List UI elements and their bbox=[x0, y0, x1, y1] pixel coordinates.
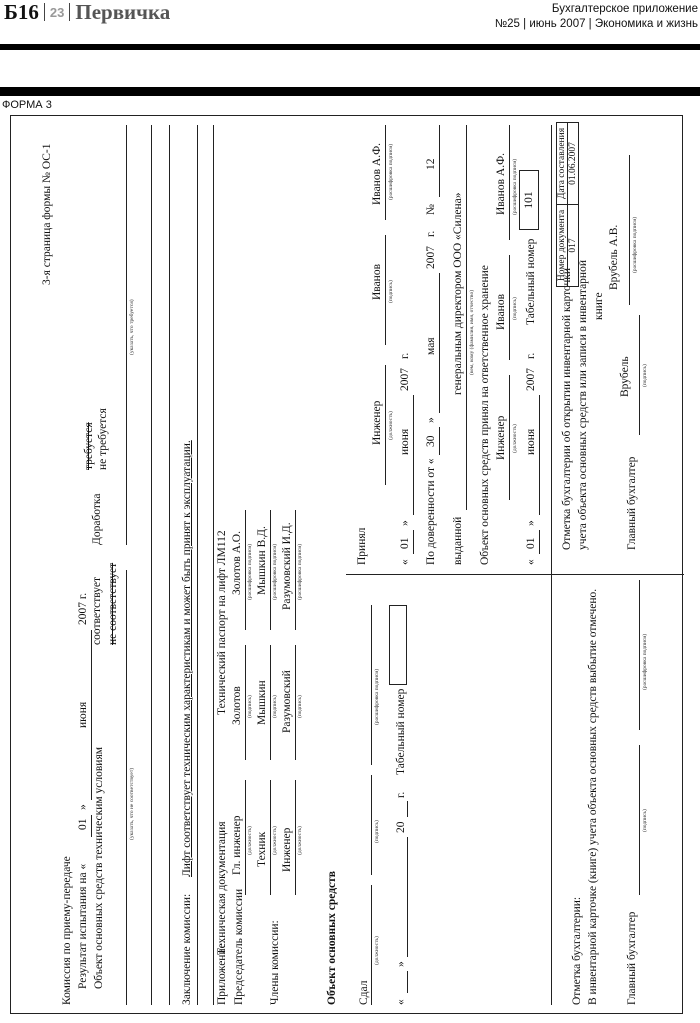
hint: (должность) bbox=[297, 826, 303, 855]
doc-number: 017 bbox=[568, 204, 579, 286]
year-suffix: г. bbox=[399, 352, 411, 359]
doc-date-header: Дата составления bbox=[557, 123, 568, 205]
proxy-month: мая bbox=[425, 337, 437, 355]
line bbox=[151, 125, 152, 1005]
storage-month: июня bbox=[525, 428, 537, 455]
hint: (подпись) bbox=[642, 364, 648, 387]
hint: (должность) bbox=[247, 826, 253, 855]
line bbox=[245, 780, 246, 895]
quote: » bbox=[395, 961, 407, 967]
line bbox=[169, 125, 170, 1005]
hint: (расшифровка подписи) bbox=[388, 143, 394, 200]
line bbox=[407, 801, 408, 817]
signer-name: Золотов А.О. bbox=[231, 531, 243, 595]
tabnum-label: Табельный номер bbox=[525, 238, 537, 325]
conclusion-label: Заключение комиссии: bbox=[181, 893, 193, 1005]
accounting-open-text: учета объекта основных средств или записи в инвентарной bbox=[577, 260, 589, 550]
line bbox=[439, 427, 440, 455]
form-frame bbox=[10, 115, 683, 1014]
issued-to: генеральным директором ООО «Силена» bbox=[452, 192, 464, 395]
line bbox=[385, 235, 386, 345]
line bbox=[270, 645, 271, 760]
test-year: 2007 г. bbox=[77, 592, 89, 625]
conforms-option: соответствует bbox=[91, 576, 103, 645]
accepted-day: 01 bbox=[399, 537, 411, 549]
proxy-label: По доверенности от « bbox=[425, 458, 437, 565]
signer-name: Разумовский И.Д. bbox=[281, 522, 293, 610]
line bbox=[91, 630, 92, 800]
tabnum-label: Табельный номер bbox=[395, 688, 407, 775]
hint: (должность) bbox=[272, 826, 278, 855]
chief-accountant-label: Главный бухгалтер bbox=[626, 456, 638, 550]
chief-signature: Врубель bbox=[619, 356, 631, 397]
line bbox=[413, 395, 414, 515]
hint: (расшифровка подписи) bbox=[642, 633, 648, 690]
storage-day: 01 bbox=[525, 537, 537, 549]
accepted-label: Принял bbox=[356, 527, 368, 565]
year-suffix: г. bbox=[525, 352, 537, 359]
test-day: 01 bbox=[77, 818, 89, 830]
line bbox=[295, 510, 296, 630]
hint: (кем, кому (фамилия, имя, отчество) bbox=[469, 289, 475, 375]
hint: (подпись) bbox=[297, 695, 303, 718]
accounting-open-title: Отметка бухгалтерии об открытии инвентарной карточки bbox=[561, 268, 573, 550]
line bbox=[270, 510, 271, 630]
signer-signature: Разумовский bbox=[281, 670, 293, 733]
proxy-day: 30 bbox=[425, 435, 437, 447]
year-suffix: г. bbox=[395, 791, 407, 798]
storage-tabnum: 101 bbox=[519, 170, 539, 230]
storage-year: 2007 bbox=[525, 368, 537, 391]
hint: (должность) bbox=[512, 424, 518, 453]
signer-position: Инженер bbox=[281, 827, 293, 872]
attachment-label: Приложение. bbox=[216, 940, 228, 1005]
issue-page: 23 bbox=[49, 4, 65, 20]
header-rule bbox=[0, 44, 700, 50]
tabnum-box bbox=[389, 605, 407, 685]
line bbox=[509, 375, 510, 500]
line bbox=[539, 530, 540, 554]
rework-label: Доработка bbox=[91, 493, 103, 545]
form-page-note: 3-я страница формы № ОС-1 bbox=[41, 143, 53, 285]
signer-position: Техник bbox=[256, 831, 268, 867]
test-month: июня bbox=[77, 701, 89, 728]
issued-label: выданной bbox=[452, 516, 464, 565]
accepted-position: Инженер bbox=[371, 400, 383, 445]
line bbox=[639, 315, 640, 435]
signer-position: Гл. инженер bbox=[231, 815, 243, 875]
quote: » bbox=[425, 417, 437, 423]
proxy-number: 12 bbox=[425, 158, 437, 170]
year-suffix: г. bbox=[425, 230, 437, 237]
number-sign: № bbox=[425, 204, 437, 215]
chairman-label: Председатель комиссии bbox=[233, 888, 245, 1005]
accepted-name: Иванов А.Ф. bbox=[371, 142, 383, 205]
conformity-label: Объект основных средств техническим условиям bbox=[93, 746, 105, 989]
hint: (расшифровка подписи) bbox=[272, 543, 278, 600]
accounting-open-text-end: книге bbox=[593, 292, 605, 320]
divider bbox=[44, 3, 45, 21]
divider bbox=[69, 3, 70, 21]
hint: (указать, что не соответствует) bbox=[129, 767, 135, 840]
line bbox=[629, 155, 630, 305]
rubric-title: Первичка bbox=[75, 0, 171, 24]
line bbox=[371, 885, 372, 1005]
quote: » bbox=[77, 804, 89, 810]
divider bbox=[346, 574, 684, 575]
line bbox=[509, 125, 510, 240]
hint: (подпись) bbox=[247, 695, 253, 718]
commission-title: Комиссия по приему-передаче bbox=[61, 856, 73, 1005]
line bbox=[466, 125, 467, 510]
section-rule bbox=[0, 87, 700, 96]
publication-name: Бухгалтерское приложение bbox=[551, 3, 698, 15]
hint: (указать, что требуется) bbox=[129, 299, 135, 355]
hint: (расшифровка подписи) bbox=[247, 543, 253, 600]
doc-number-header: Номер документа bbox=[557, 204, 568, 286]
quote: « bbox=[399, 559, 411, 565]
not-conforms-option: не соответствует bbox=[107, 562, 119, 645]
hint: (расшифровка подписи) bbox=[512, 158, 518, 215]
line bbox=[91, 815, 92, 837]
line bbox=[639, 580, 640, 730]
accepted-month: июня bbox=[399, 428, 411, 455]
conclusion-text: Лифт соответствует техническим характеристикам и может быть принят к эксплуатации. bbox=[181, 440, 193, 877]
storage-position: Инженер bbox=[495, 415, 507, 460]
issue-info: №25 | июнь 2007 | Экономика и жизнь bbox=[494, 18, 698, 30]
hint: (подпись) bbox=[642, 809, 648, 832]
line bbox=[385, 125, 386, 220]
line bbox=[270, 780, 271, 895]
chief-name: Врубель А.В. bbox=[608, 224, 620, 290]
line bbox=[197, 125, 198, 1005]
page-number: Б16 bbox=[4, 0, 39, 24]
quote: « bbox=[525, 559, 537, 565]
section-title: Объект основных средств bbox=[326, 871, 338, 1005]
hint: (должность) bbox=[374, 936, 380, 965]
signer-name: Мышкин В.Д. bbox=[256, 526, 268, 595]
accounting-mark-title: Отметка бухгалтерии: bbox=[571, 896, 583, 1005]
hint: (подпись) bbox=[374, 820, 380, 843]
line bbox=[639, 745, 640, 895]
line bbox=[439, 125, 440, 197]
members-label: Члены комиссии: bbox=[269, 920, 281, 1005]
quote: » bbox=[525, 520, 537, 526]
line bbox=[126, 125, 127, 545]
proxy-year: 2007 bbox=[425, 246, 437, 269]
hint: (расшифровка подписи) bbox=[632, 216, 638, 273]
line bbox=[407, 971, 408, 993]
line bbox=[245, 645, 246, 760]
storage-signature: Иванов bbox=[495, 293, 507, 330]
rework-required-option: требуется bbox=[83, 422, 95, 470]
storage-label: Объект основных средств принял на ответственное хранение bbox=[479, 265, 491, 565]
chief-accountant-label: Главный бухгалтер bbox=[626, 911, 638, 1005]
handed-label: Сдал bbox=[358, 980, 370, 1005]
divider bbox=[551, 125, 552, 1005]
accepted-year: 2007 bbox=[399, 368, 411, 391]
handed-year: 20 bbox=[395, 821, 407, 833]
line bbox=[539, 395, 540, 515]
line bbox=[213, 125, 214, 1005]
line bbox=[439, 273, 440, 413]
quote: » bbox=[399, 520, 411, 526]
line bbox=[407, 837, 408, 957]
test-result-label: Результат испытания на « bbox=[77, 863, 89, 989]
form-os1-page3 bbox=[11, 116, 684, 1015]
line bbox=[371, 605, 372, 765]
signer-signature: Мышкин bbox=[256, 680, 268, 725]
signer-signature: Золотов bbox=[231, 686, 243, 725]
attachment-a: Техническая документация bbox=[216, 821, 228, 955]
hint: (подпись) bbox=[272, 695, 278, 718]
line bbox=[413, 530, 414, 554]
line bbox=[126, 570, 127, 1005]
page-header-left bbox=[4, 0, 170, 24]
doc-date: 01.06.2007 bbox=[568, 123, 579, 205]
hint: (подпись) bbox=[512, 297, 518, 320]
accepted-signature: Иванов bbox=[371, 263, 383, 300]
hint: (должность) bbox=[388, 411, 394, 440]
hint: (расшифровка подписи) bbox=[374, 668, 380, 725]
line bbox=[295, 645, 296, 760]
hint: (расшифровка подписи) bbox=[297, 543, 303, 600]
quote: « bbox=[395, 999, 407, 1005]
line bbox=[295, 780, 296, 895]
accounting-mark-text: В инвентарной карточке (книге) учета объекта основных средств выбытие отмечено. bbox=[587, 588, 599, 1005]
line bbox=[245, 510, 246, 630]
line bbox=[509, 255, 510, 360]
attachment-b: Технический паспорт на лифт ЛМ112 bbox=[216, 530, 228, 715]
rework-not-required-option: не требуется bbox=[97, 408, 109, 470]
document-table bbox=[556, 122, 579, 287]
line bbox=[385, 365, 386, 485]
form-label: ФОРМА 3 bbox=[2, 99, 52, 111]
storage-name: Иванов А.Ф. bbox=[495, 152, 507, 215]
page-header-right bbox=[495, 2, 698, 32]
hint: (подпись) bbox=[388, 280, 394, 303]
line bbox=[371, 775, 372, 875]
